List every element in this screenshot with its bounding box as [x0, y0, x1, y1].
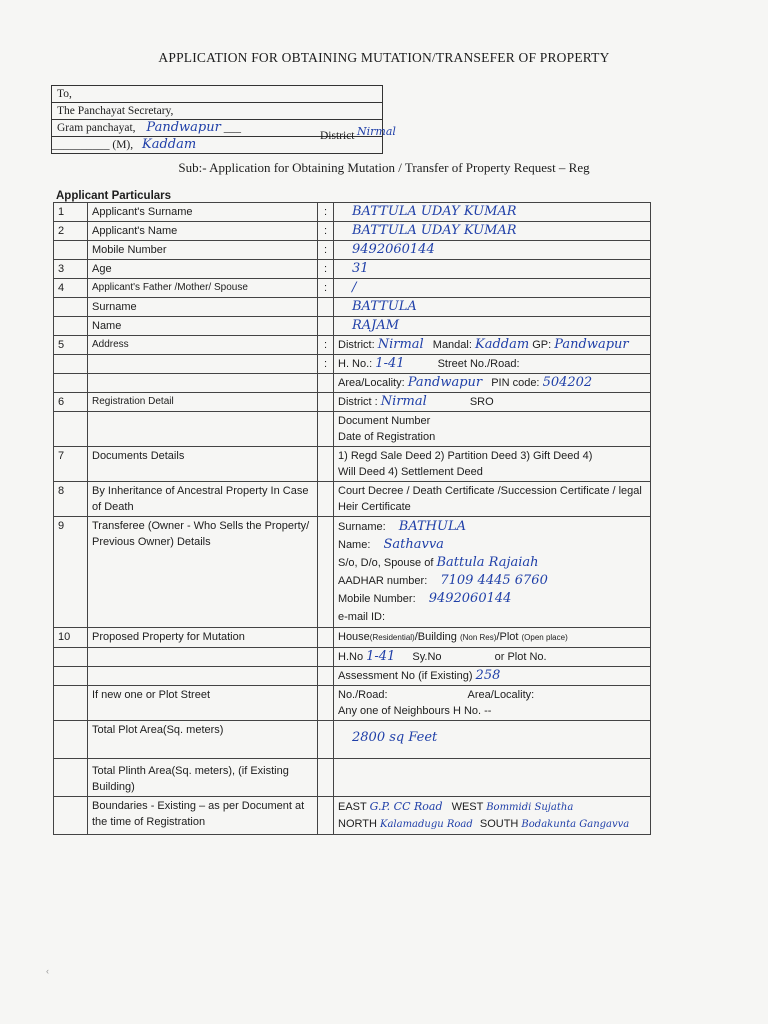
handwritten-value: / — [352, 280, 357, 295]
colon: : — [318, 241, 334, 260]
colon — [318, 686, 334, 721]
mandal-label: Mandal: — [432, 339, 472, 351]
house-label: House — [338, 631, 370, 643]
email-label: e-mail ID: — [338, 611, 386, 623]
gp-label: GP: — [532, 339, 552, 351]
assessment-label: Assessment No (if Existing) — [338, 670, 473, 682]
table-row — [54, 374, 651, 393]
south-label: SOUTH — [479, 818, 519, 830]
handwritten-value: 31 — [352, 261, 369, 276]
table-row — [54, 260, 651, 279]
table-row — [54, 298, 651, 317]
table-row — [54, 628, 651, 648]
table-row — [54, 648, 651, 667]
table-row — [54, 447, 651, 482]
relation-name-value — [334, 317, 651, 336]
colon — [318, 374, 334, 393]
colon: : — [318, 355, 334, 374]
sro-label: SRO — [469, 396, 494, 408]
handwritten-value: RAJAM — [352, 318, 400, 333]
neighbour-label: Any one of Neighbours H No. -- — [338, 705, 492, 717]
table-row — [54, 393, 651, 412]
mobile-label: Mobile Number: — [338, 593, 416, 605]
to-label: To, — [57, 88, 72, 100]
row-number: 9 — [54, 517, 88, 628]
openplace-note: (Open place) — [521, 633, 568, 642]
colon — [318, 317, 334, 336]
area-label: Area/Locality: — [467, 689, 535, 701]
row-label: Proposed Property for Mutation — [88, 628, 318, 648]
street-details — [334, 686, 651, 721]
colon — [318, 759, 334, 797]
row-number — [54, 759, 88, 797]
row-label: Registration Detail — [88, 393, 318, 412]
row-label: Age — [88, 260, 318, 279]
boundaries-value — [334, 797, 651, 835]
row-label — [88, 374, 318, 393]
mandal-value: Kaddam — [142, 137, 197, 152]
row-label: Surname — [88, 298, 318, 317]
row-label: Mobile Number — [88, 241, 318, 260]
address-line-3 — [334, 374, 651, 393]
mandal-blank: __________ — [52, 139, 110, 151]
transferee-name — [338, 536, 646, 554]
handwritten-value: BATTULA — [352, 299, 417, 314]
row-label — [88, 412, 318, 447]
row-label: Transferee (Owner - Who Sells the Property/ Previous Owner) Details — [88, 517, 318, 628]
row-label — [88, 667, 318, 686]
transferee-email — [338, 608, 646, 626]
applicant-name-value — [334, 222, 651, 241]
colon — [318, 412, 334, 447]
residential-note: (Residential) — [369, 633, 415, 642]
west-value: Bommidi Sujatha — [486, 802, 574, 813]
row-number: 8 — [54, 482, 88, 517]
colon — [318, 393, 334, 412]
form-title: APPLICATION FOR OBTAINING MUTATION/TRANSEFER OF PROPERTY — [158, 50, 610, 65]
pin-value: 504202 — [542, 375, 593, 390]
property-numbers — [334, 648, 651, 667]
mandal-value: Kaddam — [474, 337, 530, 352]
row-label: If new one or Plot Street — [88, 686, 318, 721]
relation-label: S/o, D/o, Spouse of — [338, 557, 434, 569]
table-row — [54, 336, 651, 355]
row-number — [54, 298, 88, 317]
mobile-value: 9492060144 — [428, 591, 512, 606]
documents-details — [334, 447, 651, 482]
table-row — [54, 721, 651, 759]
mobile-value — [334, 241, 651, 260]
row-number — [54, 648, 88, 667]
section-title: Applicant Particulars — [56, 190, 172, 202]
plot-area-value — [334, 721, 651, 759]
row-number: 4 — [54, 279, 88, 298]
documents-line-2: Will Deed 4) Settlement Deed — [338, 466, 483, 478]
plinth-area-value — [334, 759, 651, 797]
registration-district — [334, 393, 651, 412]
east-value: G.P. CC Road — [369, 800, 443, 813]
row-number: 5 — [54, 336, 88, 355]
district-label: District: — [338, 339, 375, 351]
row-label: Address — [88, 336, 318, 355]
district-label: District — [320, 130, 355, 142]
handwritten-value: BATTULA UDAY KUMAR — [352, 223, 517, 238]
row-number: 7 — [54, 447, 88, 482]
table-row — [54, 317, 651, 336]
district-label: District : — [338, 396, 378, 408]
district-value: Nirmal — [380, 394, 427, 409]
row-label: Applicant's Father /Mother/ Spouse — [88, 279, 318, 298]
property-type — [334, 628, 651, 648]
row-number — [54, 667, 88, 686]
aadhar-value: 7109 4445 6760 — [440, 573, 548, 588]
row-label: Total Plinth Area(Sq. meters), (if Existing Building) — [88, 759, 318, 797]
table-row — [54, 241, 651, 260]
syno-label: Sy.No — [412, 651, 442, 663]
row-number — [54, 686, 88, 721]
documents-line-1: 1) Regd Sale Deed 2) Partition Deed 3) Gift Deed 4) — [338, 450, 593, 462]
handwritten-value: 9492060144 — [352, 242, 435, 257]
inheritance-docs: Court Decree / Death Certificate /Succession Certificate / legal Heir Certificate — [334, 482, 651, 517]
surname-label: Surname: — [338, 521, 386, 533]
transferee-aadhar — [338, 572, 646, 590]
relation-surname-value — [334, 298, 651, 317]
row-number — [54, 797, 88, 835]
hno-value: 1-41 — [375, 356, 405, 371]
row-label — [88, 355, 318, 374]
table-row — [54, 797, 651, 835]
colon: : — [318, 336, 334, 355]
applicant-particulars-table — [53, 202, 651, 835]
registration-docs — [334, 412, 651, 447]
name-label: Name: — [338, 539, 371, 551]
boundary-north-south — [338, 816, 646, 833]
row-label: Applicant's Surname — [88, 203, 318, 222]
table-row — [54, 686, 651, 721]
area-value: Pandwapur — [407, 375, 483, 390]
row-label — [88, 648, 318, 667]
colon: : — [318, 222, 334, 241]
road-label: No./Road: — [338, 689, 388, 701]
surname-value: BATHULA — [398, 519, 466, 534]
colon — [318, 517, 334, 628]
addressee-to — [52, 86, 382, 103]
north-label: NORTH — [338, 818, 377, 830]
row-number — [54, 374, 88, 393]
road-area — [338, 687, 646, 703]
south-value: Bodakunta Gangavva — [521, 819, 630, 830]
pin-label: PIN code: — [491, 377, 540, 389]
colon: : — [318, 203, 334, 222]
document-number-label: Document Number — [338, 415, 431, 427]
west-label: WEST — [451, 801, 484, 813]
mandal-label: (M), — [112, 139, 134, 151]
nonres-note: (Non Res) — [459, 633, 497, 642]
area-label: Area/Locality: — [338, 377, 405, 389]
row-label: By Inheritance of Ancestral Property In Case of Death — [88, 482, 318, 517]
colon — [318, 667, 334, 686]
table-row — [54, 355, 651, 374]
row-number: 6 — [54, 393, 88, 412]
age-value — [334, 260, 651, 279]
colon — [318, 721, 334, 759]
registration-date-label: Date of Registration — [338, 431, 436, 443]
colon — [318, 628, 334, 648]
table-row — [54, 412, 651, 447]
hno-value: 1-41 — [366, 649, 396, 664]
row-label: Applicant's Name — [88, 222, 318, 241]
row-number — [54, 241, 88, 260]
row-number: 2 — [54, 222, 88, 241]
row-label: Name — [88, 317, 318, 336]
row-label: Total Plot Area(Sq. meters) — [88, 721, 318, 759]
east-label: EAST — [338, 801, 367, 813]
table-row — [54, 222, 651, 241]
address-line-2 — [334, 355, 651, 374]
assessment-value: 258 — [475, 668, 501, 683]
assessment-no — [334, 667, 651, 686]
table-row — [54, 279, 651, 298]
row-label: Boundaries - Existing – as per Document at the time of Registration — [88, 797, 318, 835]
applicant-surname-value — [334, 203, 651, 222]
secretary-label: The Panchayat Secretary, — [57, 105, 174, 117]
colon — [318, 447, 334, 482]
scan-mark: ‹ — [46, 966, 49, 976]
colon: : — [318, 260, 334, 279]
north-value: Kalamadugu Road — [379, 819, 473, 830]
transferee-surname — [338, 518, 646, 536]
building-label: /Building — [414, 631, 457, 643]
name-value: Sathavva — [383, 537, 444, 552]
transferee-relation — [338, 554, 646, 572]
boundary-east-west — [338, 798, 646, 816]
plotno-label: or Plot No. — [494, 651, 547, 663]
gp-value: Pandwapur — [554, 337, 629, 352]
aadhar-label: AADHAR number: — [338, 575, 428, 587]
subject-line: Sub:- Application for Obtaining Mutation / Transfer of Property Request – Reg — [178, 160, 590, 175]
street-label: Street No./Road: — [437, 358, 520, 370]
table-row — [54, 667, 651, 686]
table-row — [54, 759, 651, 797]
colon: : — [318, 279, 334, 298]
colon — [318, 482, 334, 517]
row-number: 1 — [54, 203, 88, 222]
relation-value — [334, 279, 651, 298]
colon — [318, 648, 334, 667]
gp-dash: ___ — [223, 122, 241, 134]
addressee-block — [51, 85, 383, 154]
row-number: 3 — [54, 260, 88, 279]
table-row — [54, 203, 651, 222]
hno-label: H.No — [338, 651, 364, 663]
row-number — [54, 721, 88, 759]
table-row — [54, 517, 651, 628]
district-value: Nirmal — [377, 337, 424, 352]
row-label: Documents Details — [88, 447, 318, 482]
district-value: Nirmal — [357, 125, 396, 138]
colon — [318, 797, 334, 835]
row-number — [54, 355, 88, 374]
hno-label: H. No.: — [338, 358, 373, 370]
colon — [318, 298, 334, 317]
row-number — [54, 317, 88, 336]
addressee-secretary — [52, 103, 382, 120]
table-row — [54, 482, 651, 517]
transferee-mobile — [338, 590, 646, 608]
transferee-details — [334, 517, 651, 628]
handwritten-value: BATTULA UDAY KUMAR — [352, 204, 517, 219]
gp-label: Gram panchayat, — [57, 122, 136, 134]
row-number: 10 — [54, 628, 88, 648]
plot-label: /Plot — [496, 631, 519, 643]
relation-value: Battula Rajaiah — [436, 555, 539, 570]
row-number — [54, 412, 88, 447]
handwritten-value: 2800 sq Feet — [352, 730, 438, 745]
address-line-1 — [334, 336, 651, 355]
gp-value: Pandwapur — [146, 120, 221, 135]
